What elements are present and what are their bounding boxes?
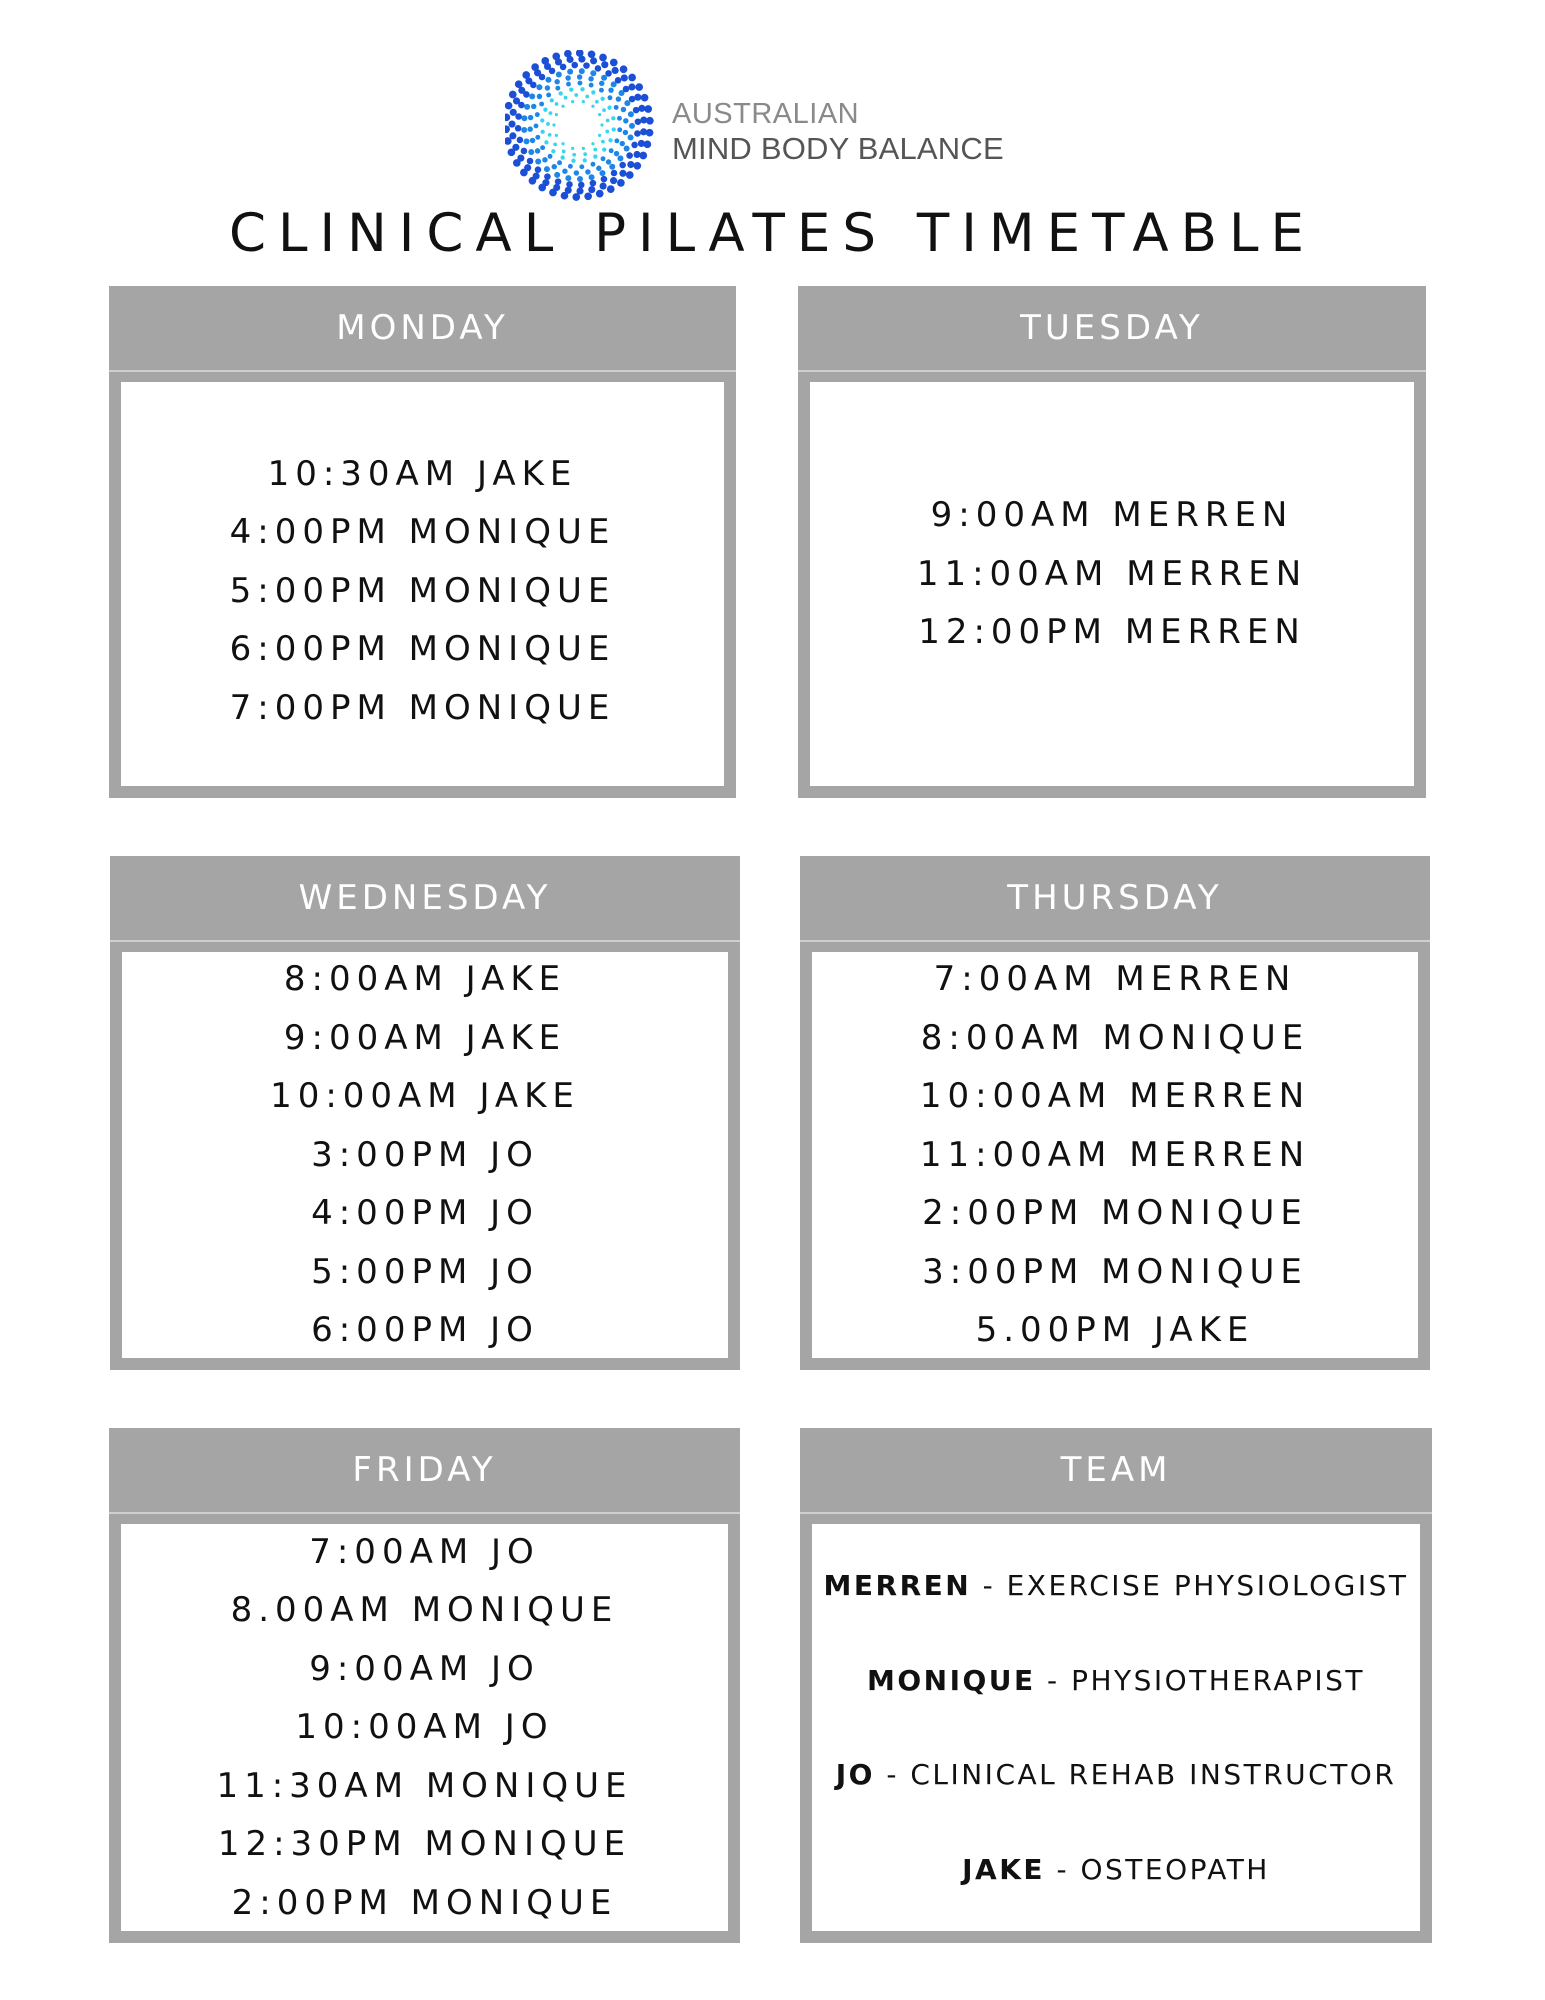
day-schedule — [121, 1524, 728, 1931]
day-heading: MONDAY — [109, 286, 736, 372]
day-schedule — [810, 382, 1414, 786]
session-slot: 7:00PM MONIQUE — [229, 687, 616, 728]
team-member — [824, 1569, 1409, 1602]
day-heading: FRIDAY — [109, 1428, 740, 1514]
dotted-circle-logo-icon — [505, 50, 665, 210]
member-role: PHYSIOTHERAPIST — [1071, 1663, 1366, 1697]
day-heading: WEDNESDAY — [110, 856, 740, 942]
day-schedule — [812, 952, 1418, 1358]
member-role: OSTEOPATH — [1080, 1853, 1270, 1887]
day-card-tuesday — [798, 286, 1426, 798]
session-slot: 11:30AM MONIQUE — [216, 1765, 633, 1806]
member-separator: - — [1045, 1853, 1081, 1887]
session-slot: 10:00AM JO — [295, 1707, 554, 1748]
brand-line-2: MIND BODY BALANCE — [672, 131, 1004, 166]
member-role: CLINICAL REHAB INSTRUCTOR — [910, 1758, 1397, 1792]
session-slot: 2:00PM MONIQUE — [922, 1193, 1308, 1234]
session-slot: 12:30PM MONIQUE — [217, 1824, 632, 1865]
member-name: MERREN — [823, 1568, 972, 1602]
session-slot: 6:00PM JO — [311, 1310, 539, 1351]
session-slot: 8:00AM JAKE — [283, 959, 567, 1000]
session-slot: 6:00PM MONIQUE — [229, 629, 616, 670]
member-role: EXERCISE PHYSIOLOGIST — [1006, 1568, 1409, 1602]
session-slot: 2:00PM MONIQUE — [231, 1882, 618, 1923]
team-member — [867, 1664, 1365, 1697]
team-list — [812, 1524, 1420, 1931]
day-schedule — [121, 382, 724, 786]
session-slot: 10:00AM JAKE — [270, 1076, 580, 1117]
team-heading: TEAM — [800, 1428, 1432, 1514]
session-slot: 9:00AM MERREN — [930, 495, 1294, 536]
session-slot: 3:00PM JO — [311, 1134, 539, 1175]
session-slot: 11:00AM MERREN — [916, 553, 1308, 594]
day-heading: THURSDAY — [800, 856, 1430, 942]
session-slot: 5:00PM JO — [311, 1251, 539, 1292]
page-title: CLINICAL PILATES TIMETABLE — [228, 203, 1317, 264]
day-card-monday — [109, 286, 736, 798]
team-member — [962, 1853, 1270, 1886]
day-card-wednesday — [110, 856, 740, 1370]
day-schedule — [122, 952, 728, 1358]
team-card — [800, 1428, 1432, 1943]
member-separator: - — [971, 1568, 1007, 1602]
session-slot: 5:00PM MONIQUE — [229, 570, 616, 611]
session-slot: 7:00AM MERREN — [933, 959, 1297, 1000]
member-name: JO — [835, 1758, 875, 1792]
session-slot: 9:00AM JAKE — [283, 1017, 567, 1058]
session-slot: 5.00PM JAKE — [975, 1310, 1255, 1351]
session-slot: 8:00AM MONIQUE — [920, 1017, 1310, 1058]
session-slot: 11:00AM MERREN — [919, 1134, 1311, 1175]
member-separator: - — [1035, 1663, 1072, 1697]
day-card-thursday — [800, 856, 1430, 1370]
session-slot: 10:30AM JAKE — [267, 453, 578, 494]
session-slot: 12:00PM MERREN — [918, 612, 1306, 653]
day-card-friday — [109, 1428, 740, 1943]
session-slot: 4:00PM JO — [311, 1193, 539, 1234]
brand-line-1: AUSTRALIAN — [672, 98, 860, 130]
session-slot: 7:00AM JO — [309, 1531, 540, 1572]
member-name: JAKE — [962, 1853, 1046, 1887]
member-separator: - — [874, 1758, 911, 1792]
team-member — [836, 1758, 1397, 1791]
session-slot: 4:00PM MONIQUE — [229, 512, 616, 553]
session-slot: 10:00AM MERREN — [919, 1076, 1311, 1117]
session-slot: 3:00PM MONIQUE — [922, 1251, 1308, 1292]
member-name: MONIQUE — [866, 1663, 1036, 1697]
session-slot: 9:00AM JO — [309, 1648, 540, 1689]
day-heading: TUESDAY — [798, 286, 1426, 372]
brand-logo — [505, 50, 1004, 210]
session-slot: 8.00AM MONIQUE — [230, 1590, 619, 1631]
